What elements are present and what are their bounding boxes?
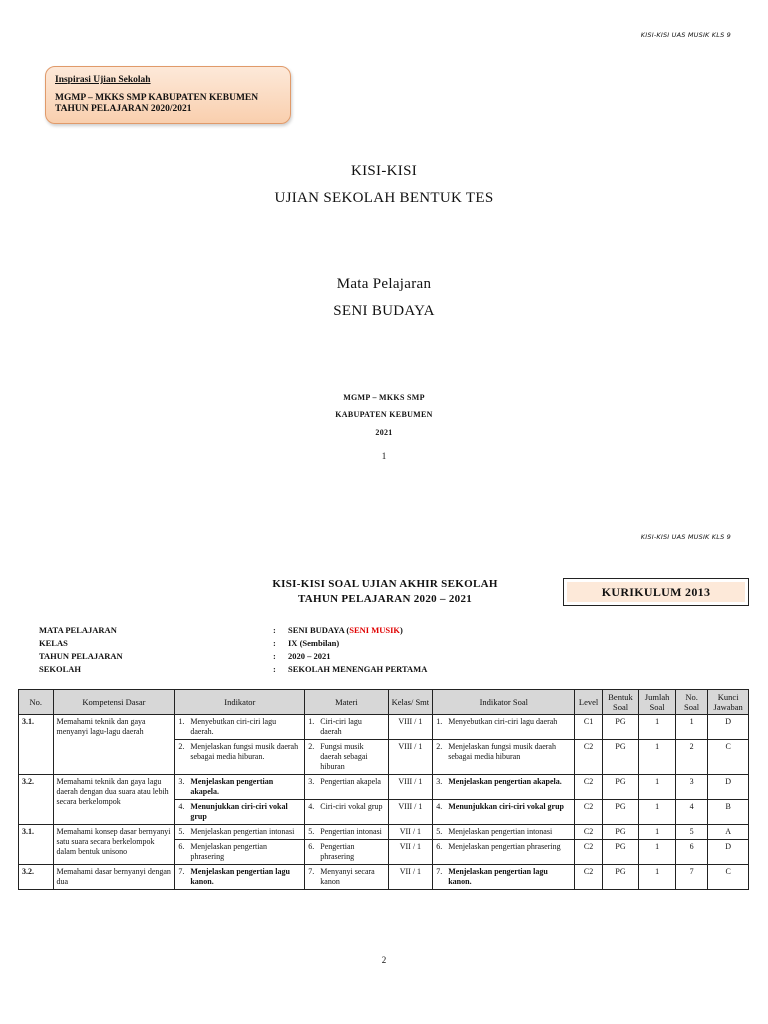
table-row [19,775,749,800]
identity-colon: : [273,625,276,635]
materi-cell [305,775,388,800]
identity-row-school [39,663,427,676]
materi-text: Menyanyi secara kanon [320,867,375,886]
kelas-cell: VIII / 1 [388,740,433,775]
level-cell: C1 [575,715,602,740]
kunci-cell: A [708,825,749,840]
identity-value: 2020 – 2021 [288,651,331,661]
bentuk-cell: PG [602,800,639,825]
table-header-row [19,690,749,715]
level-cell: C2 [575,825,602,840]
kunci-cell: D [708,840,749,865]
identity-value-end: ) [400,625,403,635]
indikator-text: Menjelaskan pengertian intonasi [190,827,295,836]
cover-subtitle: UJIAN SEKOLAH BENTUK TES [274,190,494,206]
jumlah-cell: 1 [639,740,676,775]
materi-text: Fungsi musik daerah sebagai hiburan [320,742,368,771]
identity-value-highlight: SENI MUSIK [349,625,401,635]
identity-label: MATA PELAJARAN [39,625,117,635]
curriculum-box [563,578,749,606]
indikator-soal-cell [433,825,575,840]
inspiration-title: Inspirasi Ujian Sekolah [55,75,151,85]
indikator-soal-text: Menjelaskan pengertian intonasi [448,827,553,836]
indikator-soal-cell [433,865,575,890]
page-number-2: 2 [381,955,387,965]
materi-text: Pengertian intonasi [320,827,382,836]
bentuk-cell: PG [602,740,639,775]
col-header-no-soal: No. Soal [675,690,707,715]
materi-number: 4. [308,802,315,811]
kd-cell: Memahami teknik dan gaya lagu daerah dengan dua suara atau lebih secara berkelompok [53,775,175,825]
kelas-cell: VII / 1 [388,825,433,840]
no-soal-cell: 4 [675,800,707,825]
indikator-soal-number: 1. [436,717,443,726]
org-line-1: MGMP – MKKS SMP [343,393,425,402]
kunci-cell: D [708,715,749,740]
no-soal-cell: 1 [675,715,707,740]
indikator-soal-cell [433,740,575,775]
indikator-soal-text: Menjelaskan pengertian akapela. [448,777,562,786]
no-soal-cell: 3 [675,775,707,800]
col-header-indikator: Indikator [175,690,305,715]
level-cell: C2 [575,775,602,800]
col-header-materi: Materi [305,690,388,715]
identity-colon: : [273,651,276,661]
indikator-cell [175,840,305,865]
sheet-title: KISI-KISI SOAL UJIAN AKHIR SEKOLAH [272,578,498,590]
indikator-soal-text: Menjelaskan fungsi musik daerah sebagai media hiburan [448,742,556,761]
materi-cell [305,840,388,865]
identity-colon: : [273,664,276,674]
indikator-soal-text: Menunjukkan ciri-ciri vokal grup [448,802,565,811]
identity-value: SEKOLAH MENENGAH PERTAMA [288,664,428,674]
indikator-soal-number: 7. [436,867,443,876]
materi-cell [305,865,388,890]
sheet-subtitle: TAHUN PELAJARAN 2020 – 2021 [297,593,473,605]
level-cell: C2 [575,840,602,865]
identity-row-class [39,637,427,650]
kelas-cell: VIII / 1 [388,775,433,800]
indikator-number: 2. [178,742,185,751]
identity-row-subject [39,624,427,637]
jumlah-cell: 1 [639,800,676,825]
jumlah-cell: 1 [639,775,676,800]
page-number-1: 1 [381,451,387,461]
indikator-soal-number: 3. [436,777,443,786]
materi-number: 6. [308,842,315,851]
indikator-soal-cell [433,840,575,865]
indikator-cell [175,865,305,890]
org-line-2: KABUPATEN KEBUMEN [335,410,433,419]
kd-cell: Memahami konsep dasar bernyanyi satu suara secara berkelompok dalam bentuk unisono [53,825,175,865]
kelas-cell: VIII / 1 [388,715,433,740]
indikator-text: Menjelaskan pengertian lagu kanon. [190,867,290,886]
kd-cell: Memahami dasar bernyanyi dengan dua [53,865,175,890]
col-header-kd: Kompetensi Dasar [53,690,175,715]
materi-text: Pengertian phrasering [320,842,355,861]
materi-cell [305,715,388,740]
identity-label: KELAS [39,638,68,648]
col-header-no: No. [19,690,54,715]
col-header-kelas: Kelas/ Smt [388,690,433,715]
cover-title: KISI-KISI [350,163,418,179]
jumlah-cell: 1 [639,865,676,890]
level-cell: C2 [575,865,602,890]
identity-value: IX (Sembilan) [288,638,340,648]
col-header-jumlah: Jumlah Soal [639,690,676,715]
kelas-cell: VII / 1 [388,840,433,865]
indikator-soal-cell [433,800,575,825]
kunci-cell: D [708,775,749,800]
indikator-cell [175,775,305,800]
running-header: KISI-KISI UAS MUSIK KLS 9 [640,31,731,39]
identity-row-year [39,650,427,663]
no-soal-cell: 6 [675,840,707,865]
indikator-cell [175,715,305,740]
kunci-cell: C [708,740,749,775]
indikator-soal-text: Menyebutkan ciri-ciri lagu daerah [448,717,558,726]
col-header-bentuk: Bentuk Soal [602,690,639,715]
kd-number-cell: 3.2. [19,775,54,825]
identity-colon: : [273,638,276,648]
indikator-soal-cell [433,715,575,740]
cover-year: 2021 [375,428,393,437]
indikator-number: 7. [178,867,185,876]
no-soal-cell: 2 [675,740,707,775]
level-cell: C2 [575,800,602,825]
kelas-cell: VII / 1 [388,865,433,890]
jumlah-cell: 1 [639,715,676,740]
materi-number: 1. [308,717,315,726]
bentuk-cell: PG [602,840,639,865]
bentuk-cell: PG [602,775,639,800]
indikator-number: 6. [178,842,185,851]
indikator-number: 4. [178,802,185,811]
inspiration-line-2: TAHUN PELAJARAN 2020/2021 [55,104,192,114]
identity-label: TAHUN PELAJARAN [39,651,123,661]
indikator-soal-number: 2. [436,742,443,751]
materi-text: Ciri-ciri vokal grup [320,802,383,811]
blueprint-table [18,689,749,890]
curriculum-label: KURIKULUM 2013 [567,582,745,602]
identity-label: SEKOLAH [39,664,82,674]
table-row [19,865,749,890]
indikator-text: Menjelaskan pengertian phrasering [190,842,267,861]
indikator-number: 3. [178,777,185,786]
indikator-soal-number: 6. [436,842,443,851]
identity-value-text: SENI BUDAYA ( [288,625,350,635]
indikator-cell [175,800,305,825]
inspiration-line-1: MGMP – MKKS SMP KABUPATEN KEBUMEN [55,93,259,103]
no-soal-cell: 5 [675,825,707,840]
jumlah-cell: 1 [639,825,676,840]
kd-number-cell: 3.2. [19,865,54,890]
materi-cell [305,825,388,840]
kelas-cell: VIII / 1 [388,800,433,825]
materi-cell [305,740,388,775]
kd-cell: Memahami teknik dan gaya menyanyi lagu-lagu daerah [53,715,175,775]
subject-label: Mata Pelajaran [336,276,432,292]
materi-number: 5. [308,827,315,836]
indikator-soal-number: 5. [436,827,443,836]
indikator-cell [175,825,305,840]
kd-number-cell: 3.1. [19,715,54,775]
table-row [19,825,749,840]
bentuk-cell: PG [602,825,639,840]
no-soal-cell: 7 [675,865,707,890]
table-row [19,715,749,740]
indikator-text: Menjelaskan pengertian akapela. [190,777,274,796]
indikator-text: Menyebutkan ciri-ciri lagu daerah. [190,717,277,736]
identity-block [39,624,427,676]
materi-number: 7. [308,867,315,876]
materi-cell [305,800,388,825]
bentuk-cell: PG [602,865,639,890]
indikator-soal-number: 4. [436,802,443,811]
running-header-2: KISI-KISI UAS MUSIK KLS 9 [640,533,731,541]
jumlah-cell: 1 [639,840,676,865]
identity-value [288,624,403,637]
indikator-number: 5. [178,827,185,836]
indikator-number: 1. [178,717,185,726]
indikator-soal-text: Menjelaskan pengertian phrasering [448,842,561,851]
col-header-kunci: Kunci Jawaban [708,690,749,715]
col-header-indikator-soal: Indikator Soal [433,690,575,715]
indikator-soal-text: Menjelaskan pengertian lagu kanon. [448,867,548,886]
materi-text: Pengertian akapela [320,777,381,786]
indikator-soal-cell [433,775,575,800]
materi-number: 2. [308,742,315,751]
indikator-cell [175,740,305,775]
col-header-level: Level [575,690,602,715]
inspiration-box [45,66,291,124]
bentuk-cell: PG [602,715,639,740]
level-cell: C2 [575,740,602,775]
materi-number: 3. [308,777,315,786]
kd-number-cell: 3.1. [19,825,54,865]
kunci-cell: C [708,865,749,890]
indikator-text: Menjelaskan fungsi musik daerah sebagai media hiburan. [190,742,299,761]
materi-text: Ciri-ciri lagu daerah [320,717,362,736]
subject-name: SENI BUDAYA [333,303,435,319]
kunci-cell: B [708,800,749,825]
indikator-text: Menunjukkan ciri-ciri vokal grup [190,802,288,821]
